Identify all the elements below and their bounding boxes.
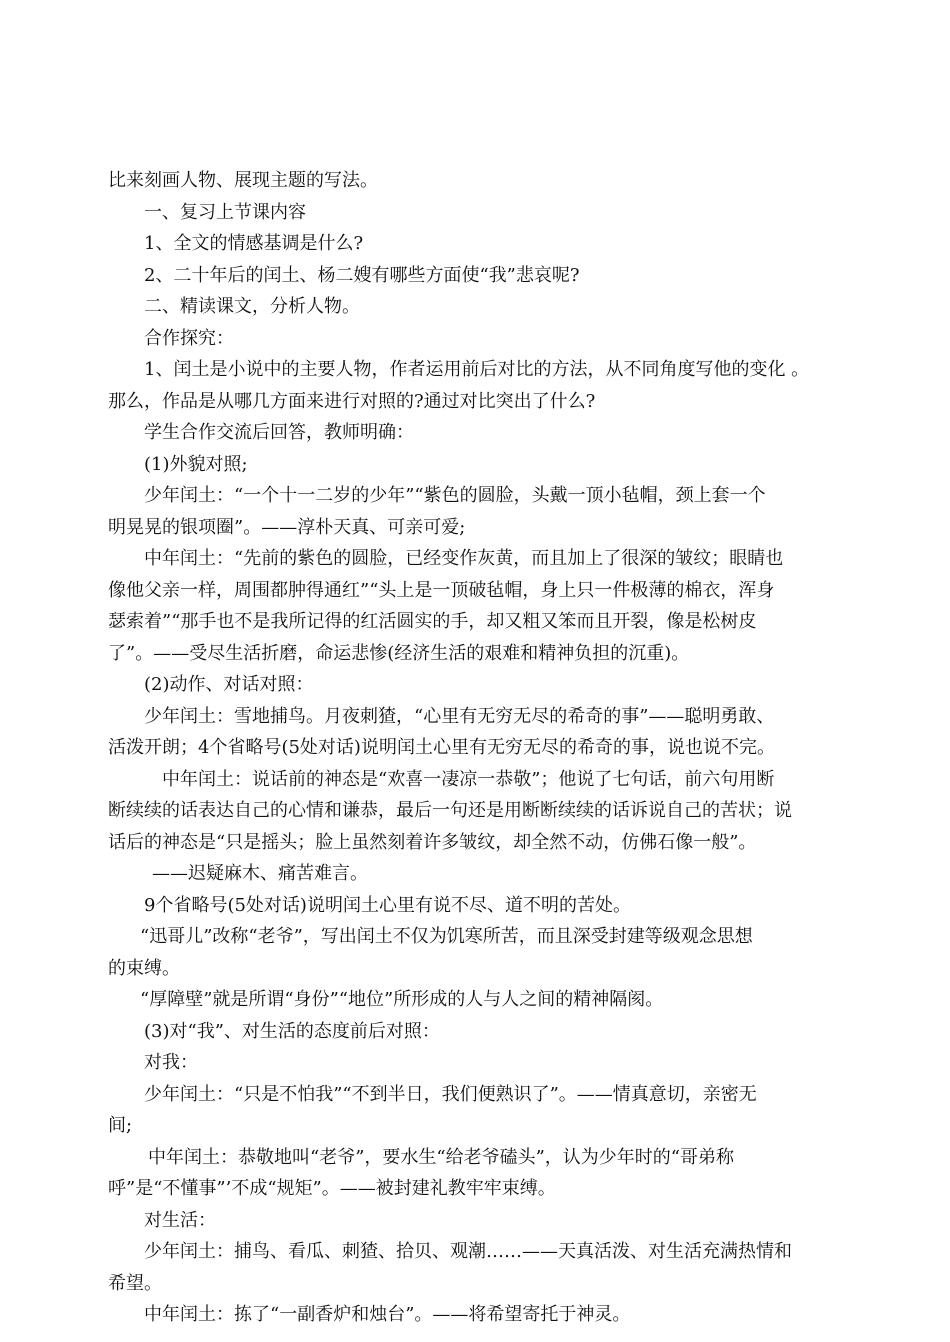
text-line: 呼”是“不懂事”’不成“规矩”。——被封建礼教牢牢束缚。 — [108, 1178, 556, 1199]
text-line: 中年闰土：“先前的紫色的圆脸，已经变作灰黄，而且加上了很深的皱纹；眼睛也 — [144, 548, 784, 569]
text-line: 1、闰土是小说中的主要人物，作者运用前后对比的方法，从不同角度写他的变化 。 — [144, 359, 810, 380]
text-line: 学生合作交流后回答，教师明确： — [144, 422, 414, 443]
section-heading: 一、复习上节课内容 — [144, 201, 306, 223]
text-line: 少年闰土：“一个十一二岁的少年”“紫色的圆脸，头戴一顶小毡帽，颈上套一个 — [144, 485, 766, 506]
text-line: 少年闰土：“只是不怕我”“不到半日，我们便熟识了”。——情真意切，亲密无 — [144, 1083, 757, 1105]
text-line: 那么，作品是从哪几方面来进行对照的?通过对比突出了什么? — [108, 390, 596, 412]
text-line: 的束缚。 — [108, 957, 180, 979]
text-line: 对生活： — [144, 1209, 216, 1231]
text-line: 中年闰土：说话前的神态是“欢喜一凄凉一恭敬”；他说了七句话，前六句用断 — [162, 768, 775, 790]
subsection-heading: (2)动作、对话对照： — [144, 674, 314, 695]
subsection-heading: (1)外貌对照; — [144, 453, 248, 475]
question-line: 1、全文的情感基调是什么? — [144, 233, 364, 254]
text-line: 中年闰土：恭敬地叫“老爷”，要水生“给老爷磕头”，认为少年时的“哥弟称 — [148, 1146, 735, 1168]
section-heading: 二、精读课文，分析人物。 — [144, 296, 360, 317]
text-line: 话后的神态是“只是摇头；脸上虽然刻着许多皱纹，却全然不动，仿佛石像一般”。 — [108, 831, 757, 853]
text-line: 中年闰土：拣了“一副香炉和烛台”。——将希望寄托于神灵。 — [144, 1304, 631, 1325]
text-line: 合作探究： — [144, 327, 234, 349]
document-body — [108, 165, 848, 1331]
text-line: 少年闰土：捕鸟、看瓜、刺猹、拾贝、观潮……——天真活泼、对生活充满热情和 — [144, 1241, 792, 1262]
question-line: 2、二十年后的闰土、杨二嫂有哪些方面使“我”悲哀呢? — [144, 264, 580, 286]
text-line: 对我： — [144, 1052, 198, 1073]
text-line: 瑟索着”“那手也不是我所记得的红活圆实的手，却又粗又笨而且开裂，像是松树皮 — [108, 611, 757, 632]
text-line: 明晃晃的银项圈”。——淳朴天真、可亲可爱; — [108, 516, 466, 538]
text-line: 断续续的话表达自己的心情和谦恭，最后一句还是用断断续续的话诉说自己的苦状；说 — [108, 800, 792, 821]
text-line: “迅哥儿”改称“老爷”，写出闰土不仅为饥寒所苦，而且深受封建等级观念思想 — [140, 926, 753, 947]
text-line: 比来刻画人物、展现主题的写法。 — [108, 170, 378, 191]
text-line: 希望。 — [108, 1272, 162, 1294]
subsection-heading: (3)对“我”、对生活的态度前后对照： — [144, 1020, 440, 1042]
text-line: 了”。——受尽生活折磨，命运悲惨(经济生活的艰难和精神负担的沉重)。 — [108, 642, 690, 664]
text-line: “厚障壁”就是所谓“身份”“地位”所形成的人与人之间的精神隔阂。 — [140, 989, 664, 1010]
text-line: 活泼开朗；4个省略号(5处对话)说明闰土心里有无穷无尽的希奇的事，说也说不完。 — [108, 737, 775, 758]
text-line: 9个省略号(5处对话)说明闰土心里有说不尽、道不明的苦处。 — [144, 894, 631, 916]
text-line: 少年闰土：雪地捕鸟。月夜刺猹，“心里有无穷无尽的希奇的事”——聪明勇敢、 — [144, 705, 775, 727]
text-line: 间; — [108, 1115, 133, 1136]
text-line: 像他父亲一样，周围都肿得通红”“头上是一顶破毡帽，身上只一件极薄的棉衣，浑身 — [108, 579, 775, 601]
text-line: ——迟疑麻木、痛苦难言。 — [152, 863, 368, 884]
